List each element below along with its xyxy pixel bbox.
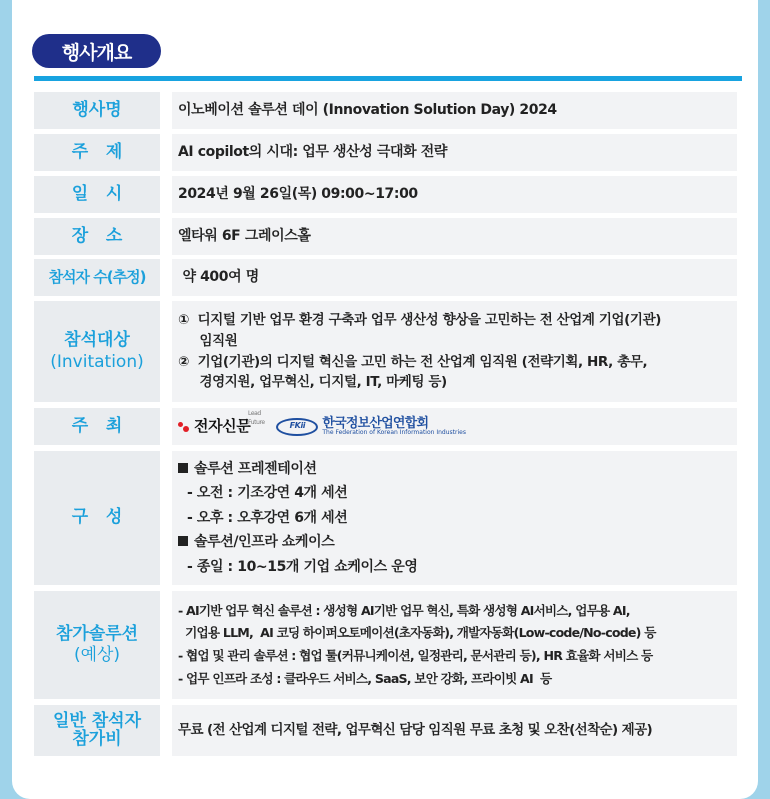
square-bullet-icon [178, 463, 188, 473]
section-title: 행사개요 [32, 34, 161, 68]
value-solutions: - AI기반 업무 혁신 솔루션 : 생성형 AI기반 업무 혁신, 특화 생성형 AI서비스, 업무용 AI, 기업용 LLM, AI 코딩 하이퍼오토메이션(초자동화), 개발자동화(Low-code/No-code) 등 - 협업 및 관리 솔루션 : 협업 툴(커뮤니케이션, 일정관리, 문서관리 등), HR 효율화 서비스 등 - 업무 인프라 조성 : 클라우드 서비스, SaaS, 보안 강화, 프라이빗 AI 등 [172, 591, 737, 699]
label-solutions: 참가솔루션 (예상) [34, 591, 160, 699]
row-theme [34, 134, 737, 171]
fkii-mark-icon: FKii [276, 418, 318, 436]
label-target: 참석대상 (Invitation) [34, 301, 160, 402]
label-datetime: 일 시 [34, 176, 160, 213]
row-datetime [34, 176, 737, 213]
value-fee: 무료 (전 산업계 디지털 전략, 업무혁신 담당 임직원 무료 초청 및 오찬(선착순) 제공) [172, 705, 737, 756]
row-target [34, 301, 737, 402]
label-theme: 주 제 [34, 134, 160, 171]
label-program: 구 성 [34, 451, 160, 585]
value-venue: 엘타워 6F 그레이스홀 [172, 218, 737, 255]
event-overview-card [12, 0, 758, 799]
value-datetime: 2024년 9월 26일(목) 09:00~17:00 [172, 176, 737, 213]
divider [34, 76, 742, 81]
square-bullet-icon [178, 536, 188, 546]
row-solutions [34, 591, 737, 699]
row-host [34, 408, 737, 445]
label-venue: 장 소 [34, 218, 160, 255]
value-host [172, 408, 737, 445]
value-target: ① 디지털 기반 업무 환경 구축과 업무 생산성 향상을 고민하는 전 산업계 기업(기관) 임직원 ② 기업(기관)의 디지털 혁신을 고민 하는 전 산업계 임직원 (전략기획, HR, 총무, 경영지원, 업무혁신, 디지털, IT, 마케팅 등) [172, 301, 737, 402]
label-fee: 일반 참석자 참가비 [34, 705, 160, 756]
value-attendees: 약 400여 명 [172, 259, 737, 296]
label-attendees: 참석자 수(추정) [34, 259, 160, 296]
label-event-name: 행사명 [34, 92, 160, 129]
etnews-logo: 전자신문 Lead Future [178, 415, 250, 438]
row-attendees [34, 259, 737, 296]
etnews-mark-icon [178, 420, 190, 434]
value-program: 솔루션 프레젠테이션 - 오전 : 기조강연 4개 세션 - 오후 : 오후강연 6개 세션 솔루션/인프라 쇼케이스 - 종일 : 10~15개 기업 쇼케이스 운영 [172, 451, 737, 585]
value-theme: AI copilot의 시대: 업무 생산성 극대화 전략 [172, 134, 737, 171]
row-program [34, 451, 737, 585]
row-fee [34, 705, 737, 756]
label-host: 주 최 [34, 408, 160, 445]
value-event-name: 이노베이션 솔루션 데이 (Innovation Solution Day) 2024 [172, 92, 737, 129]
row-event-name [34, 92, 737, 129]
row-venue [34, 218, 737, 255]
fkii-logo: FKii 한국정보산업연합회 The Federation of Korean Information Industries [276, 417, 466, 437]
